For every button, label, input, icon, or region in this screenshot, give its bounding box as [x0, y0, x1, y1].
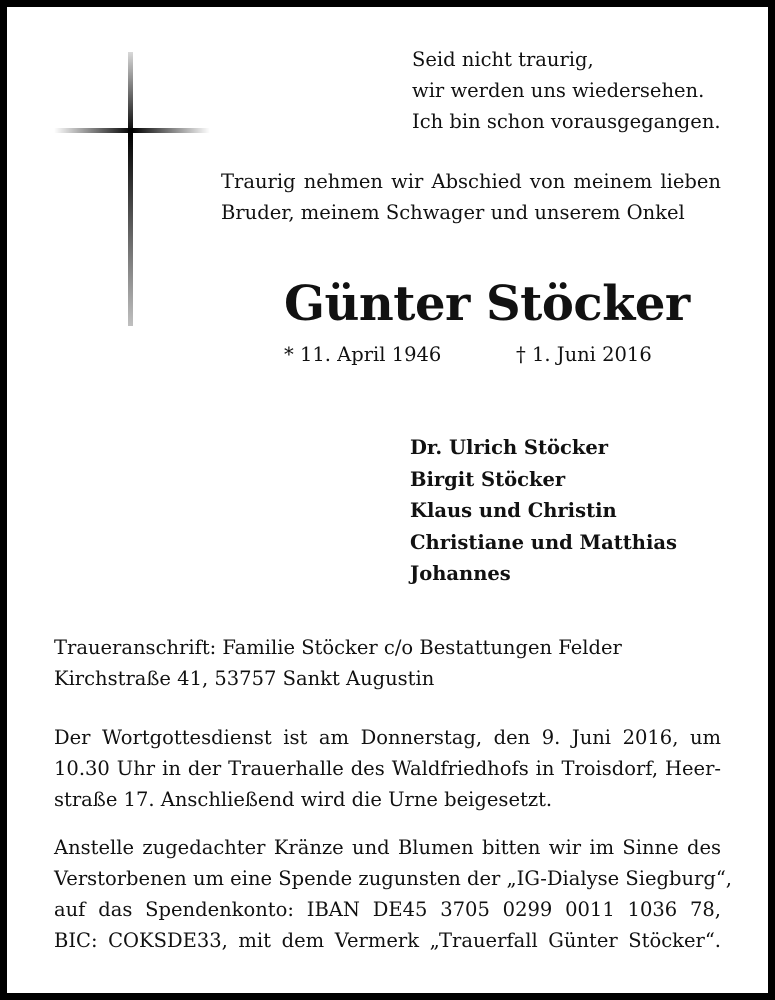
- donation-request: [54, 832, 732, 956]
- donation-line: Verstorbenen um eine Spende zugunsten der „IG-Dialyse Siegburg“,: [54, 867, 732, 890]
- donation-line: BIC: COKSDE33, mit dem Vermerk „Trauerfall Günter Stöcker“.: [54, 929, 721, 952]
- quote-line: Seid nicht traurig,: [412, 48, 594, 71]
- service-line: straße 17. Anschließend wird die Urne beigesetzt.: [54, 788, 553, 811]
- quote-line: Ich bin schon vorausgegangen.: [412, 110, 721, 133]
- service-line: Der Wortgottesdienst ist am Donnerstag, den 9. Juni 2016, um: [54, 726, 721, 749]
- cross-icon: [54, 52, 210, 326]
- address-line: Kirchstraße 41, 53757 Sankt Augustin: [54, 667, 435, 690]
- quote: [412, 44, 721, 137]
- death-date: † 1. Juni 2016: [516, 343, 652, 366]
- mourner: Klaus und Christin: [410, 499, 617, 522]
- donation-line: auf das Spendenkonto: IBAN DE45 3705 0299 0011 1036 78,: [54, 898, 721, 921]
- service-info: [54, 722, 721, 815]
- mourner: Birgit Stöcker: [410, 467, 566, 491]
- mourner: Dr. Ulrich Stöcker: [410, 436, 609, 459]
- intro-line: Traurig nehmen wir Abschied von meinem lieben: [221, 170, 721, 193]
- deceased-name: Günter Stöcker: [284, 276, 690, 332]
- intro-text: [221, 166, 721, 228]
- mourner: Christiane und Matthias: [410, 530, 677, 554]
- quote-line: wir werden uns wiedersehen.: [412, 79, 705, 102]
- mourner: Johannes: [410, 562, 511, 585]
- birth-date: * 11. April 1946: [284, 343, 442, 366]
- donation-line: Anstelle zugedachter Kränze und Blumen bitten wir im Sinne des: [54, 836, 721, 859]
- address-line: Traueranschrift: Familie Stöcker c/o Bestattungen Felder: [54, 636, 622, 659]
- mourners-list: [410, 432, 677, 590]
- intro-line: Bruder, meinem Schwager und unserem Onkel: [221, 201, 685, 224]
- service-line: 10.30 Uhr in der Trauerhalle des Waldfriedhofs in Troisdorf, Heer-: [54, 757, 721, 780]
- mourning-address: [54, 632, 622, 694]
